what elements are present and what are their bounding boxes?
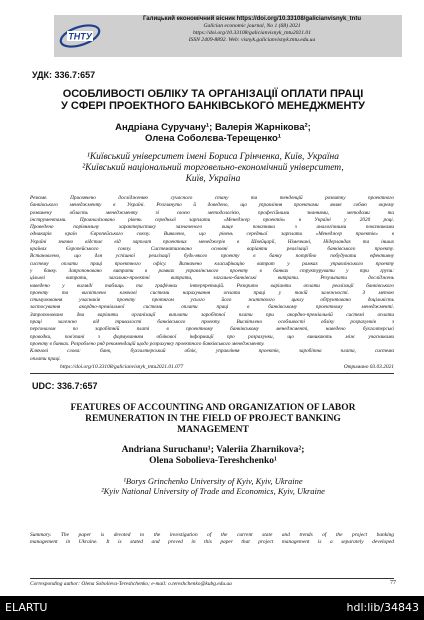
abstract-line: систему оплати праці проектного офісу. Визначено класифікацію витрат у рамках управлінського проекту xyxy=(30,260,394,267)
affil-ua-line: Київ, Україна xyxy=(185,174,241,184)
page-footer xyxy=(30,581,396,587)
abstract-line: наведено у вигляді таблиць та графічних інтерпретацій. Розкрито варіанти оплати реалізації банківського xyxy=(30,282,394,289)
abstract-line: Проведено порівняльну характеристику зазначеного вище показника з аналогічними показниками xyxy=(30,224,394,231)
abstract-line: Резюме. Присвячено дослідженню сучасного стану та тенденцій розвитку проектного xyxy=(30,195,394,201)
article-title-en xyxy=(30,403,396,436)
abstract-ua xyxy=(30,195,394,363)
section-divider xyxy=(30,373,394,374)
abstract-line: країнах Європейського союзу. Систематизовано основні варіанти реалізації банківського проекту. xyxy=(30,246,394,253)
abstract-line: проекту та висвітлено ключові системи нарахування оплати праці у такій залежності. З метою xyxy=(30,289,394,296)
authors-en-line: Andriana Suruchanu¹; Valeriia Zharnikova²; xyxy=(121,445,305,455)
abstract-line: у банку. Запропоновано витрати в рамках управлінського проекту в банках структурувати у три групи: xyxy=(30,267,394,274)
affil-ua-line: ²Київський національний торговельно-економічний університет, xyxy=(82,163,344,173)
logo-text: ТНТУ xyxy=(68,31,92,42)
header-line-4[interactable]: ISSN 2409-8892. Web: visnyk.galicianvisnyk.tntu.edu.ua xyxy=(188,37,316,43)
summary-en xyxy=(30,532,394,547)
page-number: 77 xyxy=(390,580,396,586)
received-date: Отримано 03.03.2021 xyxy=(343,364,394,370)
journal-header-text xyxy=(106,16,398,44)
udk-code-en: UDC: 336.7:657 xyxy=(32,381,98,391)
summary-line: Summary. The paper is devoted to the investigation of the current state and trends of the project banking xyxy=(30,532,394,538)
title-ua-line: ОСОБЛИВОСТІ ОБЛІКУ ТА ОРГАНІЗАЦІЇ ОПЛАТИ ПРАЦІ xyxy=(62,88,364,100)
abstract-line: проекту в банках. Розроблено ряд рекомендацій щодо розрахунку проектного банківського менеджменту. xyxy=(30,340,265,347)
abstract-line: стимулювання учасників проекту протягом усього його життєвого циклу обґрунтовано доцільність xyxy=(30,297,394,304)
authors-en xyxy=(30,445,396,467)
keywords-line: оплати праці. xyxy=(30,355,61,362)
authors-ua-line: Олена Соболєва-Терещенко¹ xyxy=(145,133,281,144)
abstract-line: цільові витрати, загально-проектні витрати, загально-банківські витрати. Результати досліджень xyxy=(30,275,394,282)
authors-en-line: Olena Sobolieva-Tereshchenko¹ xyxy=(149,456,277,466)
article-doi-link[interactable]: https://doi.org/10.33108/galicianvisnyk_tntu2021.01.077 xyxy=(60,364,184,370)
abstract-line: застосування акордно-преміальної системи оплати праці в банківському проектному менеджменті. xyxy=(30,304,394,311)
summary-line: management in Ukraine. It is stated and proved in this paper that project management is a separately developed xyxy=(30,539,394,546)
abstract-line: однакарів країн Європейського союзу. Виявлено, що рівень середньої зарплати «Менеджер проектів» в xyxy=(30,231,394,238)
header-line-1: Галицький економічний вісник https://doi.org/10.33108/galicianvisnyk_tntu xyxy=(142,16,362,22)
corresponding-author: Corresponding author: Olena Sobolieva-Tereshchenko; e-mail: o.tereshchenko@kubg.edu.ua xyxy=(30,581,232,587)
repository-name[interactable]: ELARTU xyxy=(5,601,48,614)
affil-en-line: ¹Borys Grinchenko University of Kyiv, Kyiv, Ukraine xyxy=(123,476,303,486)
abstract-line: праці залежно від тривалості банківського проекту. Висвітлено особливості обліку розрахунків з xyxy=(30,319,394,326)
article-title-ua xyxy=(30,88,396,112)
abstract-line: інструментами. Проаналізовано рівень середньої зарплати «Менеджер проектів» в Україні у 2020 році. xyxy=(30,216,394,223)
abstract-line: Встановлено, що для успішної реалізації будь-якого проекту в банку потрібно побудувати ефективну xyxy=(30,253,394,260)
header-line-2: Galician economic journal, No 1 (68) 2021 xyxy=(203,23,301,29)
abstract-line: проводки, пов'язані з формуванням облікової інформації про розрахунки, що виникають між учасниками xyxy=(30,333,394,340)
title-en-line: FEATURES OF ACCOUNTING AND ORGANIZATION OF LABOR xyxy=(70,403,356,413)
handle-id[interactable]: hdl:lib/34843 xyxy=(346,601,419,614)
abstract-line: персоналом по заробітній платі в проектному банківському менеджменті, наведено бухгалтерські xyxy=(30,326,394,333)
affiliations-ua xyxy=(30,152,396,185)
university-logo-icon xyxy=(58,20,102,52)
title-en-line: MANAGEMENT xyxy=(177,425,249,435)
title-ua-line: У СФЕРІ ПРОЕКТНОГО БАНКІВСЬКОГО МЕНЕДЖМЕНТУ xyxy=(61,100,365,112)
repository-bar xyxy=(0,596,424,620)
header-line-3[interactable]: https://doi.org/10.33108/galicianvisnyk_tntu2021.01 xyxy=(192,30,312,36)
authors-ua-line: Андріана Суручану¹; Валерія Жарнікова²; xyxy=(115,122,311,133)
abstract-line: банківського менеджменту в Україні. Розглянуто й доведено, що управління проектами являє собою окрему xyxy=(30,202,394,209)
affiliations-en xyxy=(30,476,396,496)
footer-divider xyxy=(30,578,394,579)
affil-ua-line: ¹Київський університет імені Бориса Грінченка, Київ, Україна xyxy=(87,152,339,162)
title-en-line: REMUNERATION IN THE FIELD OF PROJECT BANKING xyxy=(85,414,341,424)
udk-code-ua: УДК: 336.7:657 xyxy=(32,70,96,80)
abstract-line: Запропоновано два варіанти організації виплати заробітної плати при акордно-преміальній системі оплати xyxy=(30,311,394,318)
keywords-line: Ключові слова: банк, бухгалтерський облік, управління проектів, заробітна плата, система xyxy=(30,348,394,355)
abstract-line: розвинену область менеджменту зі своєю методологією, професійними знаннями, методами та xyxy=(30,209,394,216)
affil-en-line: ²Kyiv National University of Trade and Economics, Kyiv, Ukraine xyxy=(101,486,325,496)
authors-ua xyxy=(30,122,396,144)
abstract-line: Україні значно відстає від зарплат проектних менеджерів в Швейцарії, Німеччині, Нідерландах та інших xyxy=(30,238,394,245)
